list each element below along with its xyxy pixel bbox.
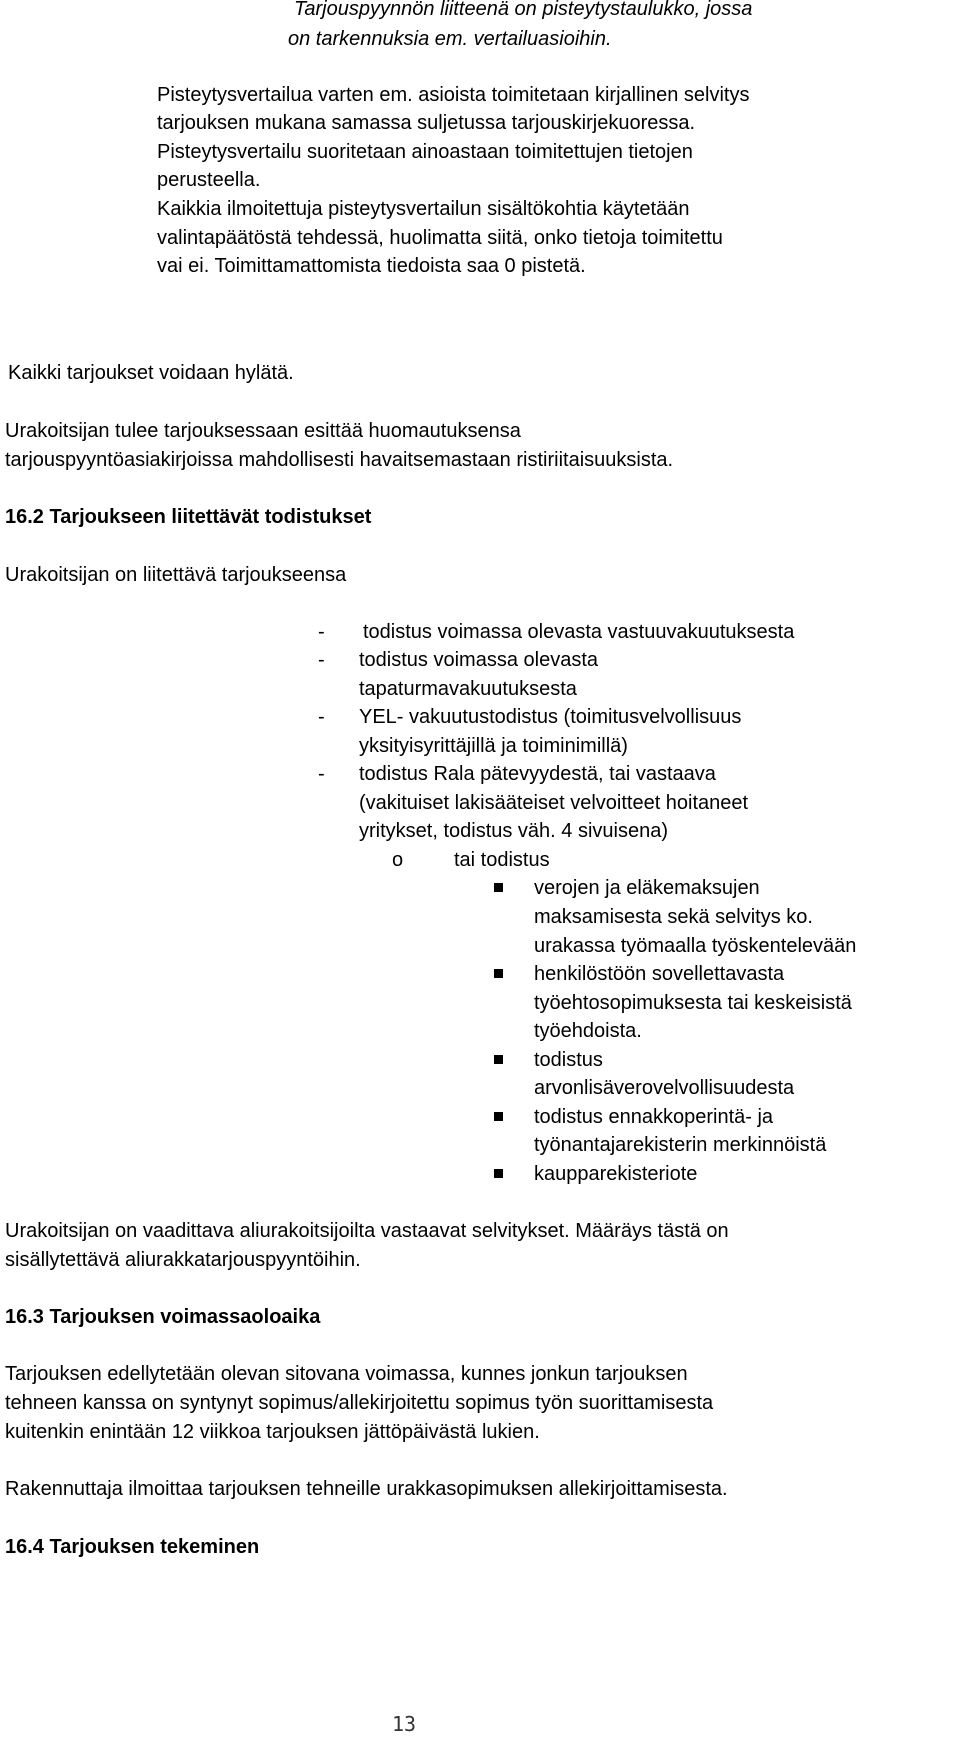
square-bullet-icon [494, 1112, 503, 1121]
square-bullet-icon [494, 1055, 503, 1064]
remarks-line-2: tarjouspyyntöasiakirjoissa mahdollisesti havaitsemastaan ristiriitaisuuksista. [5, 449, 674, 471]
sub-item-3-line-2: työnantajarekisterin merkinnöistä [534, 1134, 827, 1156]
or-certificate-item: tai todistus [454, 849, 550, 871]
sub-item-3-line-1: todistus ennakkoperintä- ja [534, 1106, 774, 1128]
dash-item-2-line-2: tapaturmavakuutuksesta [359, 678, 577, 700]
scoring-line-3: Pisteytysvertailu suoritetaan ainoastaan toimitettujen tietojen [157, 141, 693, 163]
dash-item-4-line-1: todistus Rala pätevyydestä, tai vastaava [359, 763, 716, 785]
square-bullet-icon [494, 883, 503, 892]
reject-all-text: Kaikki tarjoukset voidaan hylätä. [8, 362, 294, 384]
dash-item-3-line-1: YEL- vakuutustodistus (toimitusvelvollisuus [359, 706, 742, 728]
sub-item-1-line-1: verojen ja eläkemaksujen [534, 877, 760, 899]
square-bullet-icon [494, 1169, 503, 1178]
dash-item-3-line-2: yksityisyrittäjillä ja toiminimillä) [359, 735, 628, 757]
dash-marker: - [318, 763, 325, 785]
subcontractors-line-1: Urakoitsijan on vaadittava aliurakoitsijoilta vastaavat selvitykset. Määräys tästä on [5, 1220, 729, 1242]
notice-text: Rakennuttaja ilmoittaa tarjouksen tehneille urakkasopimuksen allekirjoittamisesta. [5, 1478, 728, 1500]
scoring-line-1: Pisteytysvertailua varten em. asioista toimitetaan kirjallinen selvitys [157, 84, 750, 106]
sub-item-1-line-2: maksamisesta sekä selvitys ko. [534, 906, 813, 928]
section-16-4-heading: 16.4 Tarjouksen tekeminen [5, 1536, 260, 1558]
dash-marker: - [318, 621, 325, 643]
dash-item-2-line-1: todistus voimassa olevasta [359, 649, 599, 671]
sub-item-4-line-1: kaupparekisteriote [534, 1163, 698, 1185]
circle-bullet-marker: o [392, 849, 404, 871]
page-number: 13 [392, 1712, 417, 1736]
scoring-line-5: Kaikkia ilmoitettuja pisteytysvertailun sisältökohtia käytetään [157, 198, 690, 220]
sub-item-1-line-3: urakassa työmaalla työskentelevään [534, 935, 857, 957]
dash-marker: - [318, 706, 325, 728]
sub-item-2-line-1: todistus [534, 1049, 603, 1071]
scoring-line-4: perusteella. [157, 169, 261, 191]
scoring-line-2: tarjouksen mukana samassa suljetussa tarjouskirjekuoressa. [157, 112, 696, 134]
subcontractors-line-2: sisällytettävä aliurakkatarjouspyyntöihin. [5, 1249, 361, 1271]
validity-line-1: Tarjouksen edellytetään olevan sitovana voimassa, kunnes jonkun tarjouksen [5, 1363, 688, 1385]
section-16-2-heading: 16.2 Tarjoukseen liitettävät todistukset [5, 506, 372, 528]
dash-item-1-line-1: todistus voimassa olevasta vastuuvakuutuksesta [363, 621, 795, 643]
sub-item-1-line-6: työehdoista. [534, 1020, 642, 1042]
dash-item-4-line-3: yritykset, todistus väh. 4 sivuisena) [359, 820, 669, 842]
sub-item-2-line-2: arvonlisäverovelvollisuudesta [534, 1077, 795, 1099]
sub-item-1-line-4: henkilöstöön sovellettavasta [534, 963, 785, 985]
intro-line-1: Tarjouspyynnön liitteenä on pisteytystaulukko, jossa [294, 0, 753, 20]
validity-line-3: kuitenkin enintään 12 viikkoa tarjouksen jättöpäivästä lukien. [5, 1421, 540, 1443]
remarks-line-1: Urakoitsijan tulee tarjouksessaan esittää huomautuksensa [5, 420, 521, 442]
scoring-line-7: vai ei. Toimittamattomista tiedoista saa 0 pistetä. [157, 255, 586, 277]
intro-line-2: on tarkennuksia em. vertailuasioihin. [288, 28, 612, 50]
sub-item-1-line-5: työehtosopimuksesta tai keskeisistä [534, 992, 852, 1014]
square-bullet-icon [494, 969, 503, 978]
dash-marker: - [318, 649, 325, 671]
section-16-3-heading: 16.3 Tarjouksen voimassaoloaika [5, 1306, 321, 1328]
validity-line-2: tehneen kanssa on syntynyt sopimus/allekirjoitettu sopimus työn suorittamisesta [5, 1392, 714, 1414]
scoring-line-6: valintapäätöstä tehdessä, huolimatta siitä, onko tietoja toimitettu [157, 227, 723, 249]
certificates-lead: Urakoitsijan on liitettävä tarjoukseensa [5, 564, 347, 586]
dash-item-4-line-2: (vakituiset lakisääteiset velvoitteet hoitaneet [359, 792, 749, 814]
